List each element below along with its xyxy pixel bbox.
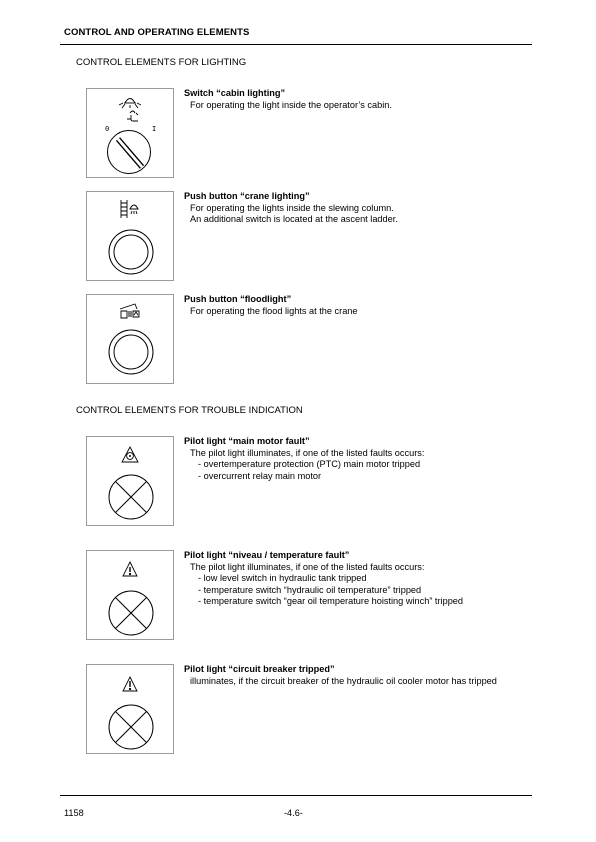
niveau-temperature-fault-panel [86,550,174,640]
entry-title: Pilot light “main motor fault” [184,436,310,446]
switch-position-off: 0 [105,125,110,133]
page-header-title: CONTROL AND OPERATING ELEMENTS [64,27,250,38]
crane-lighting-panel [86,191,174,281]
entry-main-motor-fault [184,436,544,482]
main-motor-fault-panel [86,436,174,526]
entry-crane-lighting [184,191,544,226]
entry-title: Switch “cabin lighting” [184,88,286,98]
crane-lighting-push-button[interactable] [109,230,153,274]
fault-list-item: - temperature switch “hydraulic oil temperature” tripped [198,584,422,595]
footer-doc-number: 1158 [64,808,84,818]
cabin-lighting-panel [86,88,174,178]
entry-description: For operating the flood lights at the crane [190,305,358,316]
entry-title: Push button “floodlight” [184,294,292,304]
entry-title: Pilot light “circuit breaker tripped” [184,664,335,674]
header-rule [60,44,532,45]
main-motor-fault-light-drawing [87,437,175,527]
fault-list-item: - temperature switch “gear oil temperature hoisting winch” tripped [198,596,464,607]
entry-description: For operating the lights inside the slewing column. [190,202,394,213]
entry-floodlight [184,294,544,317]
entry-niveau-temperature-fault [184,550,544,608]
switch-position-on: I [152,125,157,133]
entry-title: Push button “crane lighting” [184,191,310,201]
fault-list-item: - overcurrent relay main motor [198,470,322,481]
motor-warning-icon [122,447,138,462]
entry-description: An additional switch is located at the ascent ladder. [190,214,398,225]
floodlight-icon [120,304,139,318]
footer-page-number: -4.6- [284,808,303,818]
circuit-breaker-tripped-panel [86,664,174,754]
ladder-light-icon [121,200,138,218]
warning-triangle-icon [123,562,137,576]
floodlight-push-button[interactable] [109,330,153,374]
entry-description: illuminates, if the circuit breaker of the hydraulic oil cooler motor has tripped [190,675,497,686]
entry-title: Pilot light “niveau / temperature fault” [184,550,350,560]
circuit-breaker-tripped-light-drawing [87,665,175,755]
entry-description: The pilot light illuminates, if one of the listed faults occurs: [190,447,425,458]
cabin-lighting-switch-drawing [87,89,175,179]
crane-lighting-button-drawing [87,192,175,282]
section-title-lighting: CONTROL ELEMENTS FOR LIGHTING [76,57,247,68]
entry-description: For operating the light inside the operator’s cabin. [190,99,392,110]
circuit-breaker-warning-icon [123,677,137,691]
fault-list-item: - overtemperature protection (PTC) main motor tripped [198,459,421,470]
section-title-trouble: CONTROL ELEMENTS FOR TROUBLE INDICATION [76,405,303,416]
entry-description: The pilot light illuminates, if one of the listed faults occurs: [190,561,425,572]
footer-rule [60,795,532,796]
fault-list-item: - low level switch in hydraulic tank tripped [198,573,367,584]
cabin-light-icon [119,99,141,122]
floodlight-button-drawing [87,295,175,385]
entry-cabin-lighting [184,88,544,111]
floodlight-panel [86,294,174,384]
entry-circuit-breaker-tripped [184,664,544,687]
niveau-temperature-fault-light-drawing [87,551,175,641]
